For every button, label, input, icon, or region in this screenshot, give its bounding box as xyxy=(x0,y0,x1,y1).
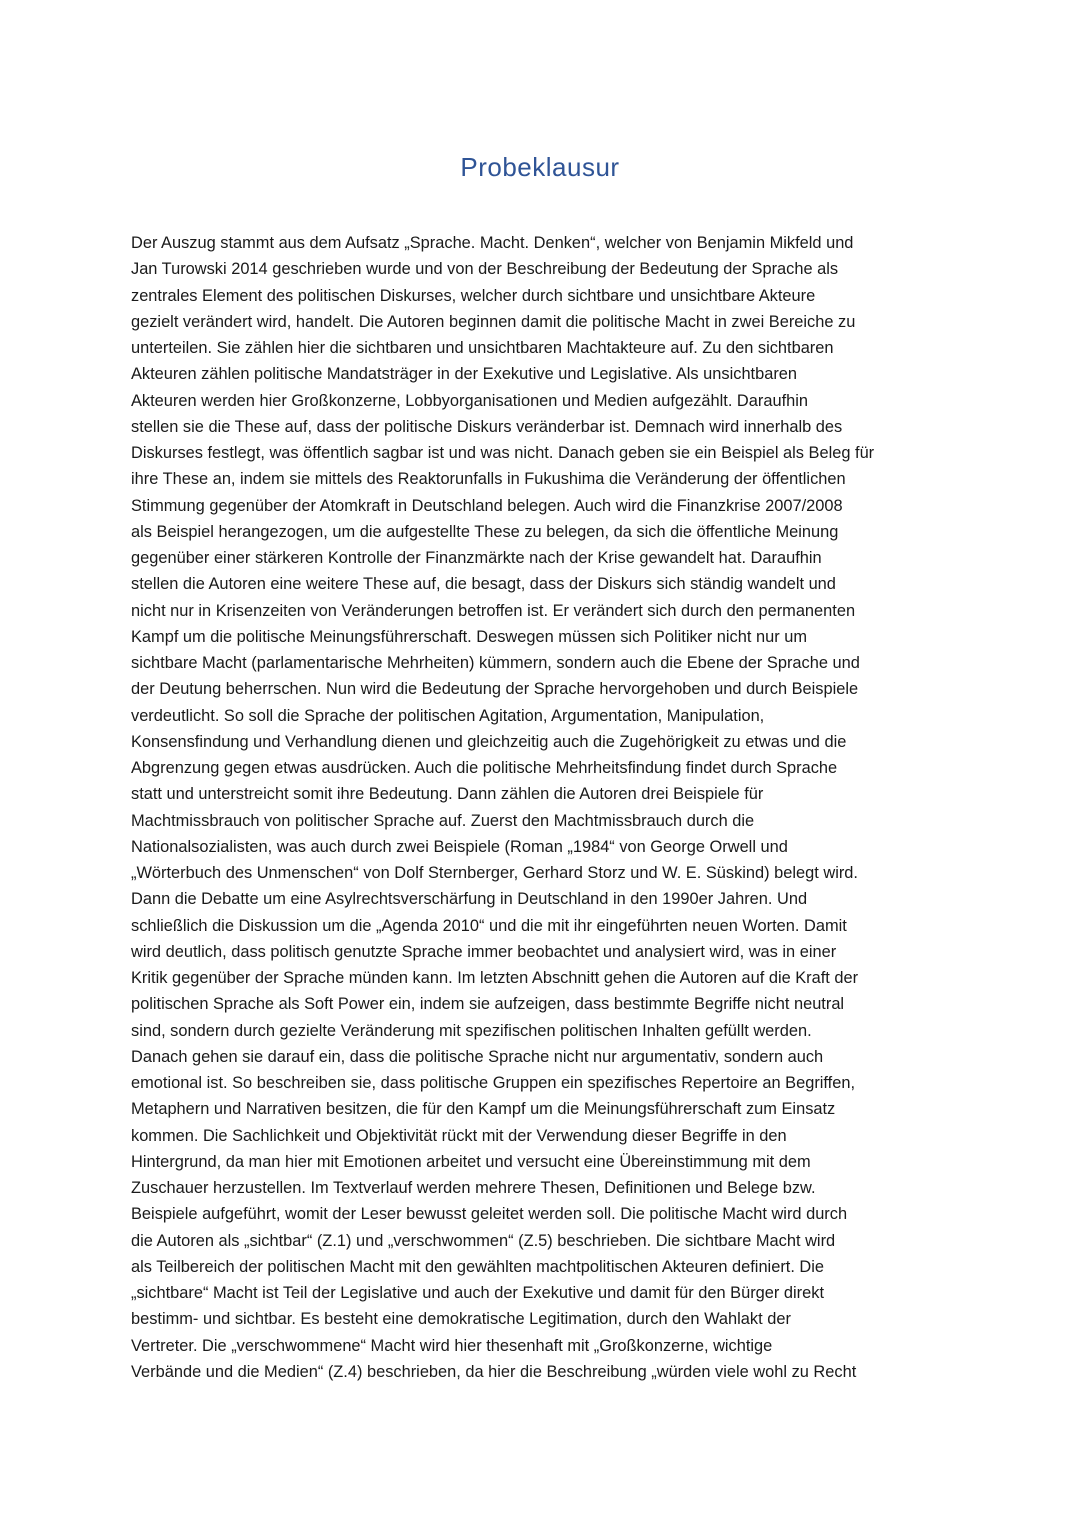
text-line: Akteuren zählen politische Mandatsträger in der Exekutive und Legislative. Als unsichtbaren xyxy=(131,365,798,384)
text-line: wird deutlich, dass politisch genutzte Sprache immer beobachtet und analysiert wird, was in einer xyxy=(131,942,837,961)
text-line: verdeutlicht. So soll die Sprache der politischen Agitation, Argumentation, Manipulation, xyxy=(131,706,765,725)
text-line: zentrales Element des politischen Diskurses, welcher durch sichtbare und unsichtbare Akteure xyxy=(131,286,816,305)
text-line: Hintergrund, da man hier mit Emotionen arbeitet und versucht eine Übereinstimmung mit dem xyxy=(131,1152,811,1171)
text-line: schließlich die Diskussion um die „Agenda 2010“ und die mit ihr eingeführten neuen Worten. Damit xyxy=(131,916,847,935)
text-line: Danach gehen sie darauf ein, dass die politische Sprache nicht nur argumentativ, sondern auch xyxy=(131,1047,824,1066)
text-line: „Wörterbuch des Unmenschen“ von Dolf Sternberger, Gerhard Storz und W. E. Süskind) belegt wird. xyxy=(131,864,858,882)
text-line: Metaphern und Narrativen besitzen, die für den Kampf um die Meinungsführerschaft zum Einsatz xyxy=(131,1100,836,1119)
text-line: Konsensfindung und Verhandlung dienen und gleichzeitig auch die Zugehörigkeit zu etwas und die xyxy=(131,732,847,751)
text-line: Abgrenzung gegen etwas ausdrücken. Auch die politische Mehrheitsfindung findet durch Sprache xyxy=(131,759,838,777)
text-line: Machtmissbrauch von politischer Sprache auf. Zuerst den Machtmissbrauch durch die xyxy=(131,811,755,830)
text-line: Akteuren werden hier Großkonzerne, Lobbyorganisationen und Medien aufgezählt. Daraufhin xyxy=(131,391,808,410)
text-line: statt und unterstreicht somit ihre Bedeutung. Dann zählen die Autoren drei Beispiele für xyxy=(131,785,764,804)
text-line: stellen die Autoren eine weitere These auf, die besagt, dass der Diskurs sich ständig wandelt und xyxy=(131,575,836,594)
text-line: Beispiele aufgeführt, womit der Leser bewusst geleitet werden soll. Die politische Macht wird durch xyxy=(131,1205,848,1224)
text-line: Kampf um die politische Meinungsführerschaft. Deswegen müssen sich Politiker nicht nur um xyxy=(131,627,807,646)
text-line: unterteilen. Sie zählen hier die sichtbaren und unsichtbaren Machtakteure auf. Zu den sichtbaren xyxy=(131,339,834,357)
body-text xyxy=(131,230,961,1385)
page-title: Probeklausur xyxy=(460,152,620,182)
text-line: ihre These an, indem sie mittels des Reaktorunfalls in Fukushima die Veränderung der öffentlichen xyxy=(131,470,846,489)
text-line: nicht nur in Krisenzeiten von Veränderungen betroffen ist. Er verändert sich durch den permanenten xyxy=(131,601,856,620)
text-line: Jan Turowski 2014 geschrieben wurde und von der Beschreibung der Bedeutung der Sprache als xyxy=(131,260,839,279)
text-line: Verbände und die Medien“ (Z.4) beschrieben, da hier die Beschreibung „würden viele wohl zu Recht xyxy=(131,1362,857,1381)
text-line: Vertreter. Die „verschwommene“ Macht wird hier thesenhaft mit „Großkonzerne, wichtige xyxy=(131,1336,773,1355)
text-line: als Teilbereich der politischen Macht mit den gewählten machtpolitischen Akteuren definiert. Die xyxy=(131,1257,825,1276)
text-line: politischen Sprache als Soft Power ein, indem sie aufzeigen, dass bestimmte Begriffe nicht neutral xyxy=(131,995,845,1014)
text-line: die Autoren als „sichtbar“ (Z.1) und „verschwommen“ (Z.5) beschrieben. Die sichtbare Macht wird xyxy=(131,1231,836,1250)
text-line: gezielt verändert wird, handelt. Die Autoren beginnen damit die politische Macht in zwei Bereiche zu xyxy=(131,312,856,331)
text-line: sind, sondern durch gezielte Veränderung mit spezifischen politischen Inhalten gefüllt werden. xyxy=(131,1021,812,1040)
text-line: kommen. Die Sachlichkeit und Objektivität rückt mit der Verwendung dieser Begriffe in den xyxy=(131,1126,787,1145)
text-line: sichtbare Macht (parlamentarische Mehrheiten) kümmern, sondern auch die Ebene der Sprache und xyxy=(131,654,860,672)
text-line: „sichtbare“ Macht ist Teil der Legislative und auch der Exekutive und damit für den Bürger direkt xyxy=(131,1284,825,1302)
text-line: Nationalsozialisten, was auch durch zwei Beispiele (Roman „1984“ von George Orwell und xyxy=(131,837,788,856)
text-line: emotional ist. So beschreiben sie, dass politische Gruppen ein spezifisches Repertoire an Begriffen, xyxy=(131,1074,856,1092)
text-line: als Beispiel herangezogen, um die aufgestellte These zu belegen, da sich die öffentliche Meinung xyxy=(131,522,839,541)
text-line: gegenüber einer stärkeren Kontrolle der Finanzmärkte nach der Krise gewandelt hat. Daraufhin xyxy=(131,549,822,567)
text-line: Diskurses festlegt, was öffentlich sagbar ist und was nicht. Danach geben sie ein Beispiel als Beleg für xyxy=(131,444,875,462)
text-line: Stimmung gegenüber der Atomkraft in Deutschland belegen. Auch wird die Finanzkrise 2007/2008 xyxy=(131,496,843,515)
text-line: Zuschauer herzustellen. Im Textverlauf werden mehrere Thesen, Definitionen und Belege bzw. xyxy=(131,1179,816,1197)
text-line: bestimm- und sichtbar. Es besteht eine demokratische Legitimation, durch den Wahlakt der xyxy=(131,1310,791,1329)
text-line: stellen sie die These auf, dass der politische Diskurs veränderbar ist. Demnach wird innerhalb des xyxy=(131,417,843,436)
text-line: der Deutung beherrschen. Nun wird die Bedeutung der Sprache hervorgehoben und durch Beispiele xyxy=(131,680,859,699)
text-line: Kritik gegenüber der Sprache münden kann. Im letzten Abschnitt gehen die Autoren auf die Kraft der xyxy=(131,969,859,987)
text-line: Dann die Debatte um eine Asylrechtsverschärfung in Deutschland in den 1990er Jahren. Und xyxy=(131,890,808,909)
text-line: Der Auszug stammt aus dem Aufsatz „Sprache. Macht. Denken“, welcher von Benjamin Mikfeld und xyxy=(131,234,854,252)
